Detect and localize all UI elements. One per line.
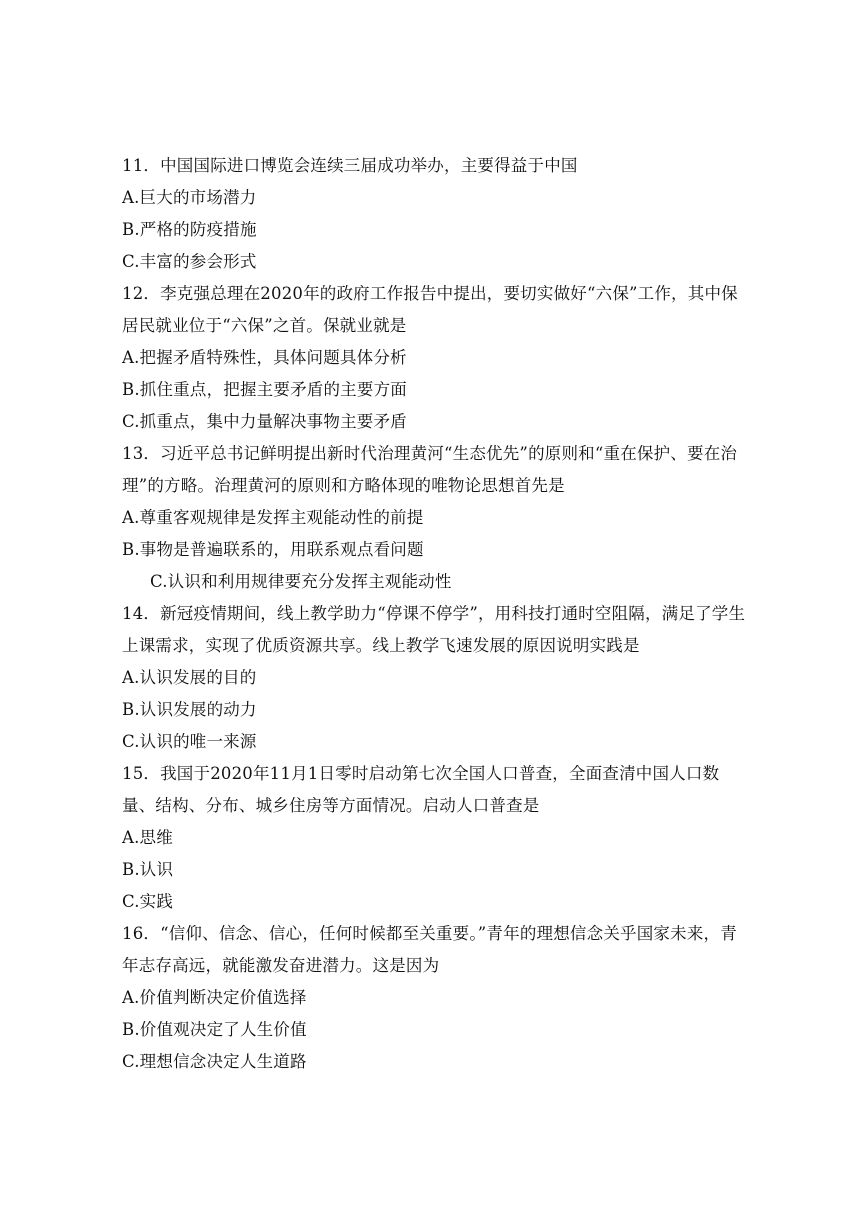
option-b: B.认识发展的动力 xyxy=(122,700,257,719)
question-list xyxy=(122,150,750,1078)
question-14 xyxy=(122,598,750,758)
question-15 xyxy=(122,758,750,918)
option-b: B.严格的防疫措施 xyxy=(122,220,257,239)
option-a: A.思维 xyxy=(122,828,173,847)
option-a: A.认识发展的目的 xyxy=(122,668,257,687)
question-stem: 12．李克强总理在2020年的政府工作报告中提出，要切实做好“六保”工作，其中保居民就业位于“六保”之首。保就业就是 xyxy=(122,284,738,335)
question-stem: 13．习近平总书记鲜明提出新时代治理黄河“生态优先”的原则和“重在保护、要在治理”的方略。治理黄河的原则和方略体现的唯物论思想首先是 xyxy=(122,444,738,495)
option-c: C.实践 xyxy=(122,892,174,911)
option-b: B.认识 xyxy=(122,860,174,879)
question-16 xyxy=(122,918,750,1078)
question-stem: 16．“信仰、信念、信心，任何时候都至关重要。”青年的理想信念关乎国家未来，青年志存高远，就能激发奋进潜力。这是因为 xyxy=(122,924,737,975)
question-11 xyxy=(122,150,750,278)
question-stem: 14．新冠疫情期间，线上教学助力“停课不停学”，用科技打通时空阻隔，满足了学生上课需求，实现了优质资源共享。线上教学飞速发展的原因说明实践是 xyxy=(122,604,746,655)
question-12 xyxy=(122,278,750,438)
option-a: A.把握矛盾特殊性，具体问题具体分析 xyxy=(122,348,407,367)
option-a: A.价值判断决定价值选择 xyxy=(122,988,307,1007)
option-a: A.尊重客观规律是发挥主观能动性的前提 xyxy=(122,508,424,527)
option-a: A.巨大的市场潜力 xyxy=(122,188,257,207)
question-stem: 11．中国国际进口博览会连续三届成功举办，主要得益于中国 xyxy=(122,156,578,175)
option-b: B.事物是普遍联系的，用联系观点看问题 xyxy=(122,540,424,559)
option-c: C.认识和利用规律要充分发挥主观能动性 xyxy=(150,572,452,591)
option-c: C.抓重点，集中力量解决事物主要矛盾 xyxy=(122,412,407,431)
option-b: B.抓住重点，把握主要矛盾的主要方面 xyxy=(122,380,407,399)
option-b: B.价值观决定了人生价值 xyxy=(122,1020,307,1039)
option-c: C.理想信念决定人生道路 xyxy=(122,1052,307,1071)
option-c: C.丰富的参会形式 xyxy=(122,252,257,271)
option-c: C.认识的唯一来源 xyxy=(122,732,257,751)
question-stem: 15．我国于2020年11月1日零时启动第七次全国人口普查，全面查清中国人口数量、结构、分布、城乡住房等方面情况。启动人口普查是 xyxy=(122,764,720,815)
question-13 xyxy=(122,438,750,598)
